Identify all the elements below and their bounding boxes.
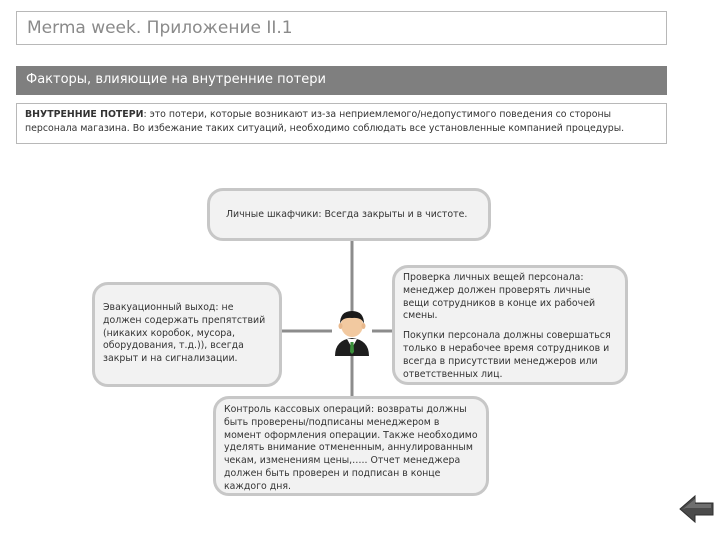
check-lead-2: Покупки персонала	[403, 330, 501, 342]
card-emergency-exit	[92, 282, 282, 387]
check-text: менеджер должен проверять личные вещи сотрудников в конце их рабочей смены.	[403, 284, 596, 322]
exit-lead: Эвакуационный выход:	[103, 302, 219, 313]
check-paragraph-2	[403, 330, 617, 381]
exit-text: не должен содержать препятствий (никаких коробок, мусора, оборудования, т.д.)), всегда закрыт и на сигнализации.	[103, 302, 266, 365]
card-lockers	[207, 188, 491, 241]
cash-text: возвраты должны быть проверены/подписаны менеджером в момент оформления операции. Также необходимо уделять внимание отмененным, аннулированным чекам, изменениям цены,…..	[224, 404, 478, 467]
check-lead: Проверка личных вещей персонала:	[403, 272, 584, 283]
page-title-text: Merma week. Приложение II.1	[27, 18, 293, 38]
cash-lead-2: Отчет менеджера	[370, 455, 461, 467]
cash-lead: Контроль кассовых операций:	[224, 404, 375, 415]
card-cash-control	[213, 396, 489, 496]
section-title: Факторы, влияющие на внутренние потери	[26, 72, 326, 87]
cash-text-2: должен быть проверен и подписан в конце каждого дня.	[224, 467, 441, 492]
definition-term: ВНУТРЕННИЕ ПОТЕРИ	[25, 109, 144, 120]
check-text-2: должны совершаться только в нерабочее время сотрудников и всегда в присутствии менеджеров или ответственных лиц.	[403, 330, 611, 380]
lockers-text: Всегда закрыты и в чистоте.	[321, 209, 468, 220]
check-paragraph-1	[403, 272, 617, 323]
person-icon	[329, 306, 375, 356]
arrow-left-icon[interactable]	[678, 490, 716, 528]
card-personal-check	[392, 265, 628, 385]
lockers-lead: Личные шкафчики:	[226, 209, 322, 220]
definition-text: : это потери, которые возникают из-за неприемлемого/недопустимого поведения со стороны персонала магазина. Во избежание таких ситуаций, необходимо соблюдать все установленные компанией процедуры.	[25, 109, 625, 134]
